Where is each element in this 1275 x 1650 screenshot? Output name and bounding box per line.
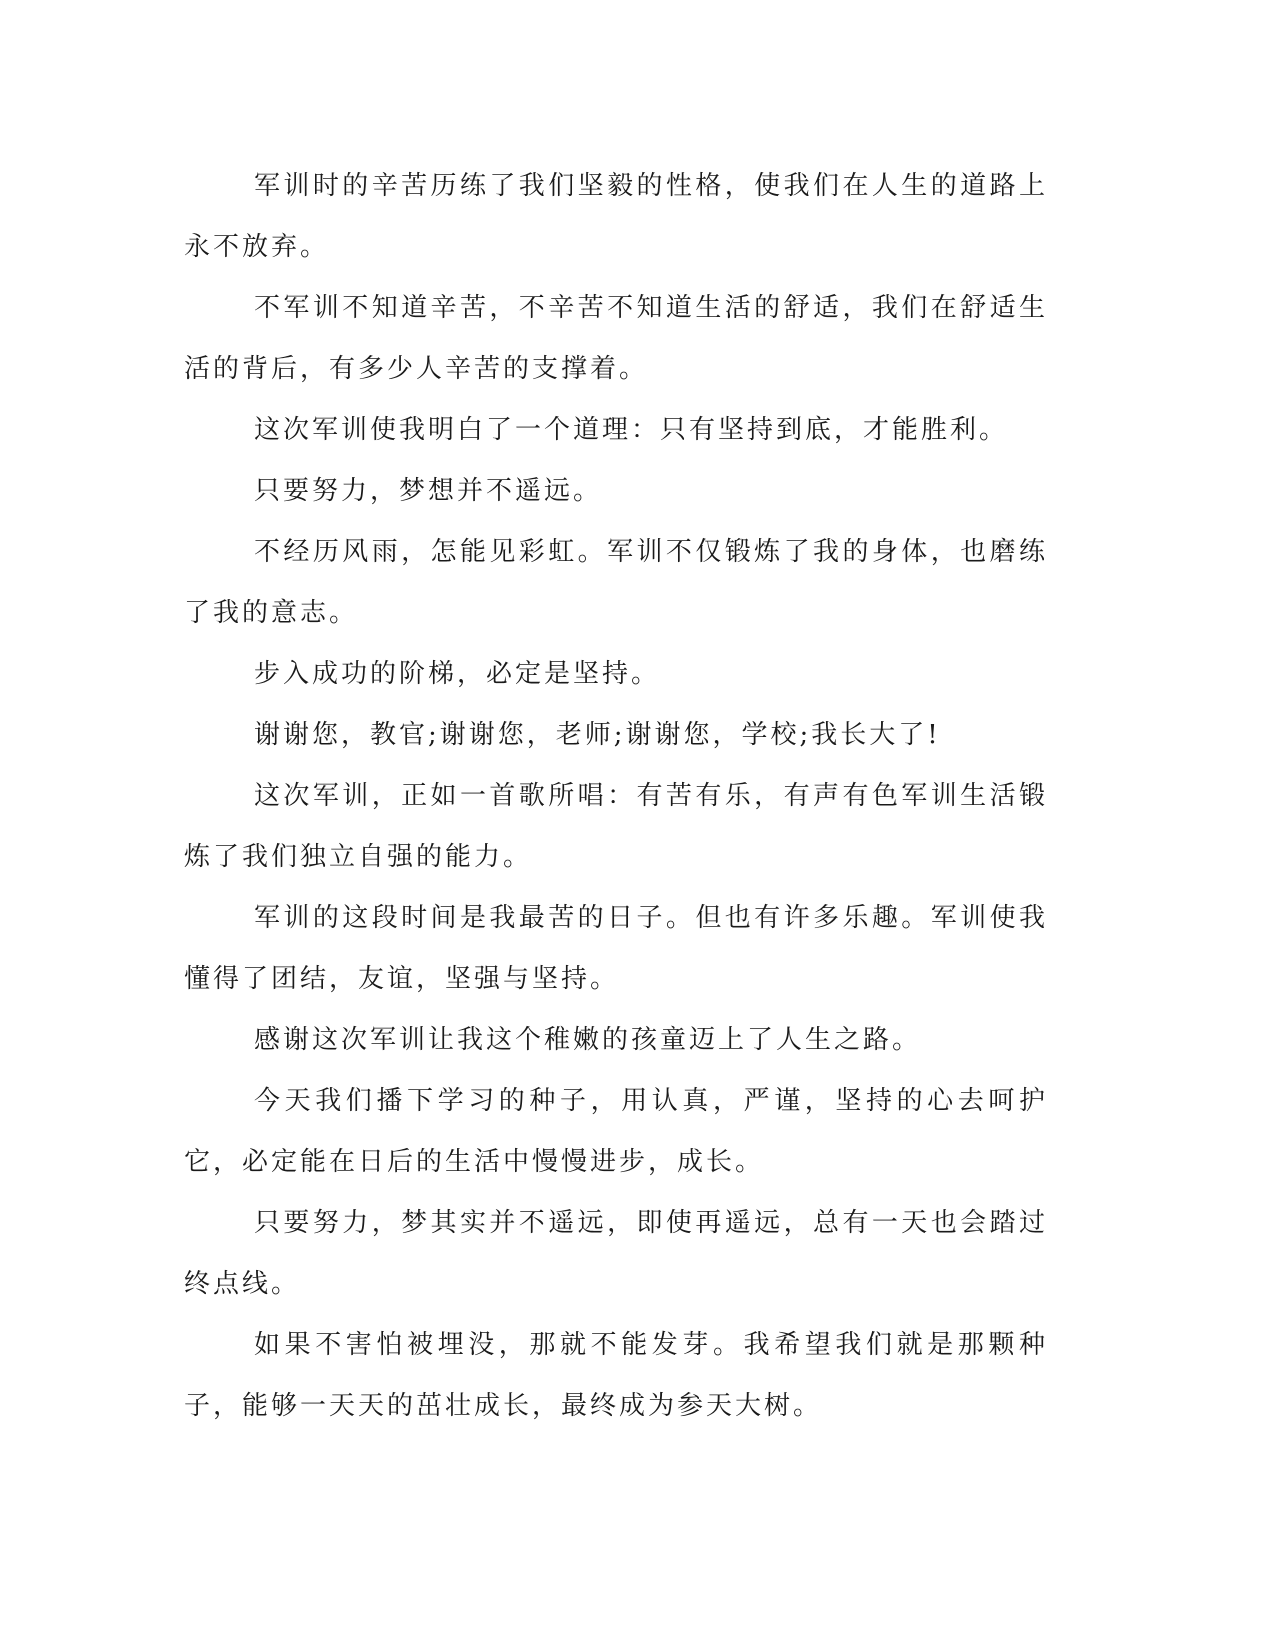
paragraph-11: 今天我们播下学习的种子，用认真，严谨，坚持的心去呵护它，必定能在日后的生活中慢慢进步，成长。 bbox=[184, 1086, 1048, 1177]
paragraph-13: 如果不害怕被埋没，那就不能发芽。我希望我们就是那颗种子，能够一天天的茁壮成长，最终成为参天大树。 bbox=[184, 1330, 1048, 1421]
paragraph-12: 只要努力，梦其实并不遥远，即使再遥远，总有一天也会踏过终点线。 bbox=[184, 1208, 1048, 1299]
paragraph-7: 谢谢您，教官;谢谢您，老师;谢谢您，学校;我长大了! bbox=[254, 720, 941, 750]
paragraph-10: 感谢这次军训让我这个稚嫩的孩童迈上了人生之路。 bbox=[254, 1025, 922, 1055]
paragraph-1: 军训时的辛苦历练了我们坚毅的性格，使我们在人生的道路上永不放弃。 bbox=[184, 171, 1048, 262]
paragraph-4: 只要努力，梦想并不遥远。 bbox=[254, 476, 603, 506]
document-body bbox=[184, 156, 1048, 1437]
paragraph-6: 步入成功的阶梯，必定是坚持。 bbox=[254, 659, 661, 689]
paragraph-5: 不经历风雨，怎能见彩虹。军训不仅锻炼了我的身体，也磨练了我的意志。 bbox=[184, 537, 1048, 628]
paragraph-2: 不军训不知道辛苦，不辛苦不知道生活的舒适，我们在舒适生活的背后，有多少人辛苦的支撑着。 bbox=[184, 293, 1048, 384]
paragraph-3: 这次军训使我明白了一个道理：只有坚持到底，才能胜利。 bbox=[254, 415, 1009, 445]
paragraph-8: 这次军训，正如一首歌所唱：有苦有乐，有声有色军训生活锻炼了我们独立自强的能力。 bbox=[184, 781, 1048, 872]
paragraph-9: 军训的这段时间是我最苦的日子。但也有许多乐趣。军训使我懂得了团结，友谊，坚强与坚持。 bbox=[184, 903, 1048, 994]
